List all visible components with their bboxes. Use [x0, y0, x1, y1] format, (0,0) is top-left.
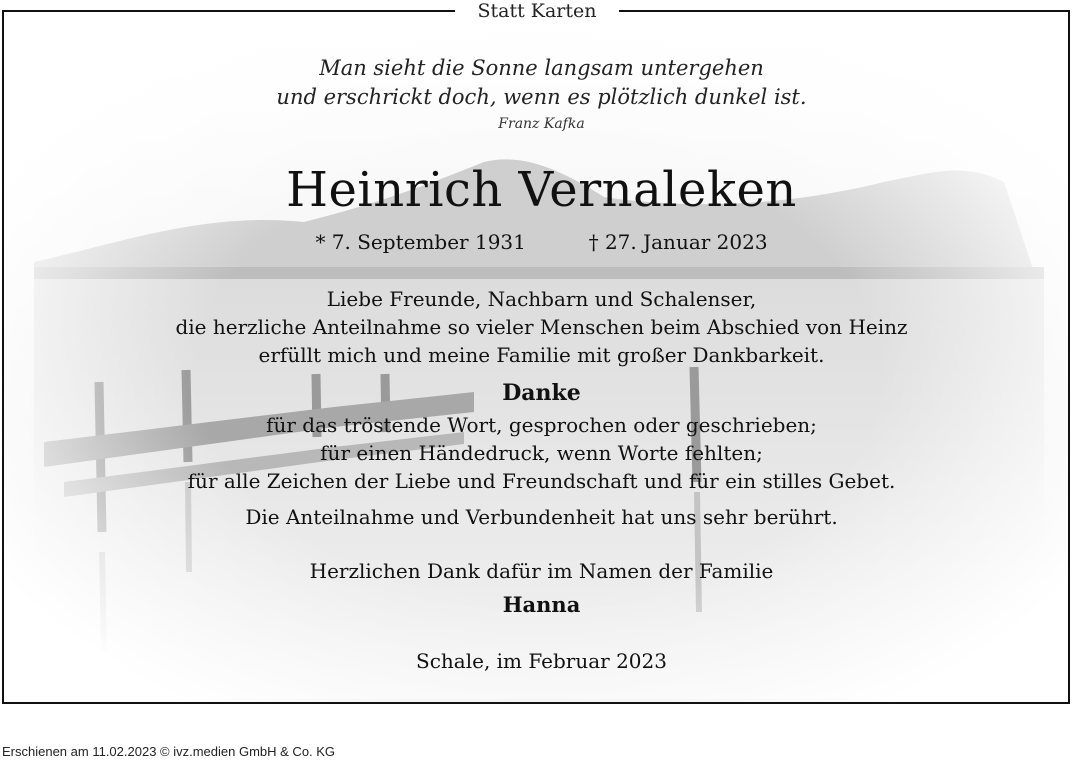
- closing-line: Die Anteilnahme und Verbundenheit hat uns sehr berührt.: [245, 505, 838, 529]
- header-label: Statt Karten: [455, 0, 619, 26]
- thanks-heading: Danke: [502, 380, 581, 406]
- intro-line-2: die herzliche Anteilnahme so vieler Menschen beim Abschied von Heinz: [175, 315, 908, 339]
- place-date: Schale, im Februar 2023: [416, 649, 667, 673]
- thanks-line-2: für einen Händedruck, wenn Worte fehlten;: [320, 441, 763, 465]
- quote-author: Franz Kafka: [498, 116, 585, 132]
- obituary-frame: [2, 10, 1070, 704]
- deceased-name: Heinrich Vernaleken: [286, 162, 797, 218]
- signature-name: Hanna: [502, 592, 581, 617]
- thanks-line-3: für alle Zeichen der Liebe und Freundschaft und für ein stilles Gebet.: [187, 469, 896, 493]
- publication-footer: Erschienen am 11.02.2023 © ivz.medien GmbH & Co. KG: [2, 744, 336, 759]
- thanks-line-1: für das tröstende Wort, gesprochen oder geschrieben;: [266, 413, 817, 437]
- intro-line-3: erfüllt mich und meine Familie mit großer Dankbarkeit.: [258, 343, 825, 367]
- quote-line-1: Man sieht die Sonne langsam untergehen: [319, 56, 764, 80]
- birth-date: * 7. September 1931: [315, 230, 526, 254]
- life-dates: [4, 230, 1070, 254]
- family-line: Herzlichen Dank dafür im Namen der Familie: [309, 559, 774, 583]
- death-date: † 27. Januar 2023: [588, 230, 768, 254]
- intro-line-1: Liebe Freunde, Nachbarn und Schalenser,: [326, 287, 757, 311]
- quote-line-2: und erschrickt doch, wenn es plötzlich dunkel ist.: [276, 85, 807, 109]
